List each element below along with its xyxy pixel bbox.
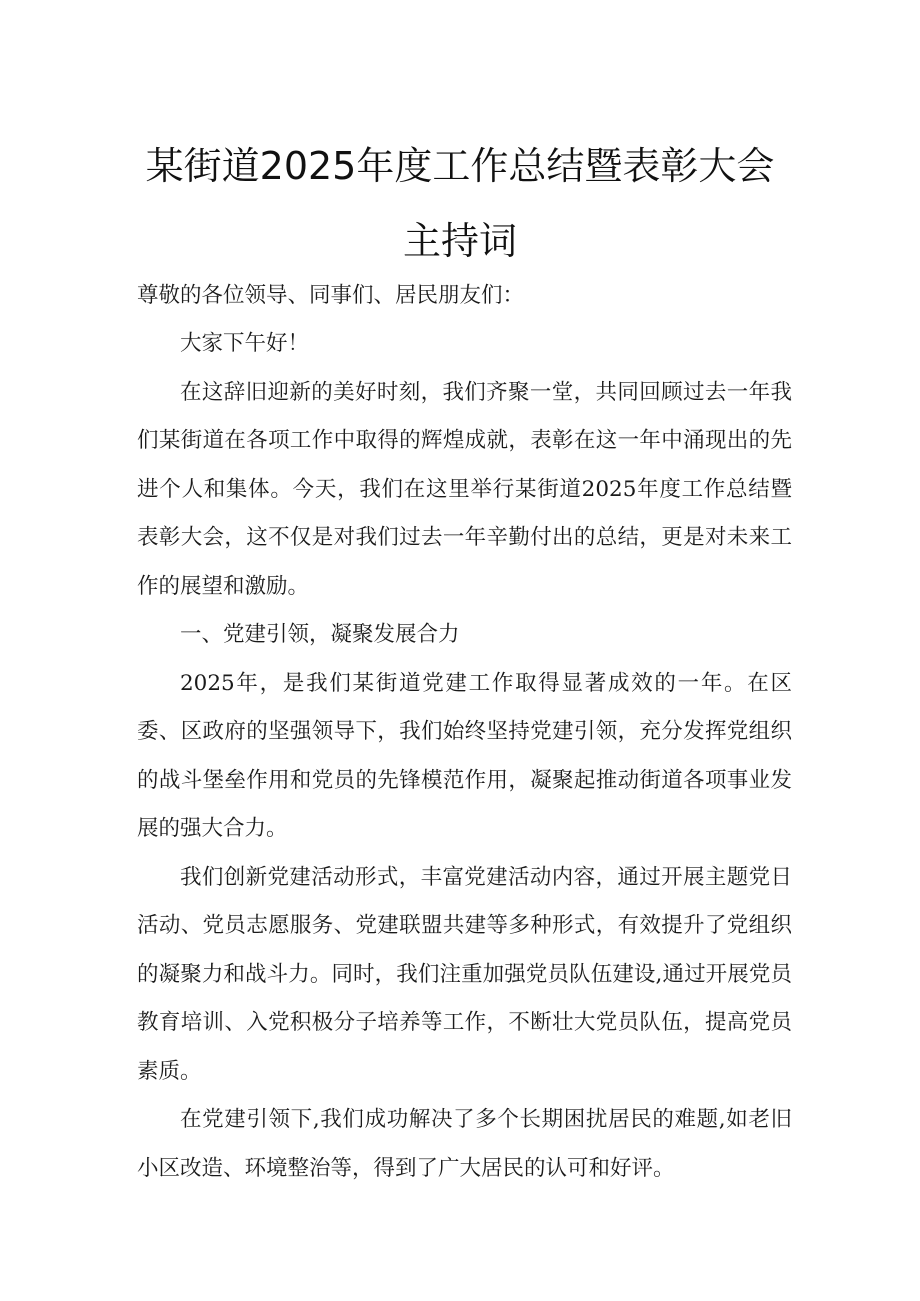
salutation: 尊敬的各位领导、同事们、居民朋友们： <box>137 283 525 308</box>
paragraph: 在党建引领下,我们成功解决了多个长期困扰居民的难题,如老旧小区改造、环境整治等，得到了广大居民的认可和好评。 <box>137 1107 792 1181</box>
document-title: 某街道2025年度工作总结暨表彰大会 <box>145 144 775 188</box>
paragraph-intro: 在这辞旧迎新的美好时刻，我们齐聚一堂，共同回顾过去一年我们某街道在各项工作中取得的辉煌成就，表彰在这一年中涌现出的先进个人和集体。今天，我们在这里举行某街道2025年度工作总结暨表彰大会，这不仅是对我们过去一年辛勤付出的总结，更是对未来工作的展望和激励。 <box>137 379 792 599</box>
salutation-block <box>137 272 792 321</box>
paragraph-greeting: 大家下午好！ <box>180 331 310 356</box>
paragraph: 我们创新党建活动形式，丰富党建活动内容，通过开展主题党日活动、党员志愿服务、党建联盟共建等多种形式，有效提升了党组织的凝聚力和战斗力。同时，我们注重加强党员队伍建设,通过开展党员教育培训、入党积极分子培养等工作，不断壮大党员队伍，提高党员素质。 <box>137 864 792 1084</box>
paragraph: 2025年，是我们某街道党建工作取得显著成效的一年。在区委、区政府的坚强领导下，我们始终坚持党建引领，充分发挥党组织的战斗堡垒作用和党员的先锋模范作用，凝聚起推动街道各项事业发展的强大合力。 <box>137 670 792 841</box>
document-subtitle: 主持词 <box>402 219 517 263</box>
body-paragraphs <box>137 320 792 1193</box>
section-heading: 一、党建引领，凝聚发展合力 <box>180 622 460 647</box>
